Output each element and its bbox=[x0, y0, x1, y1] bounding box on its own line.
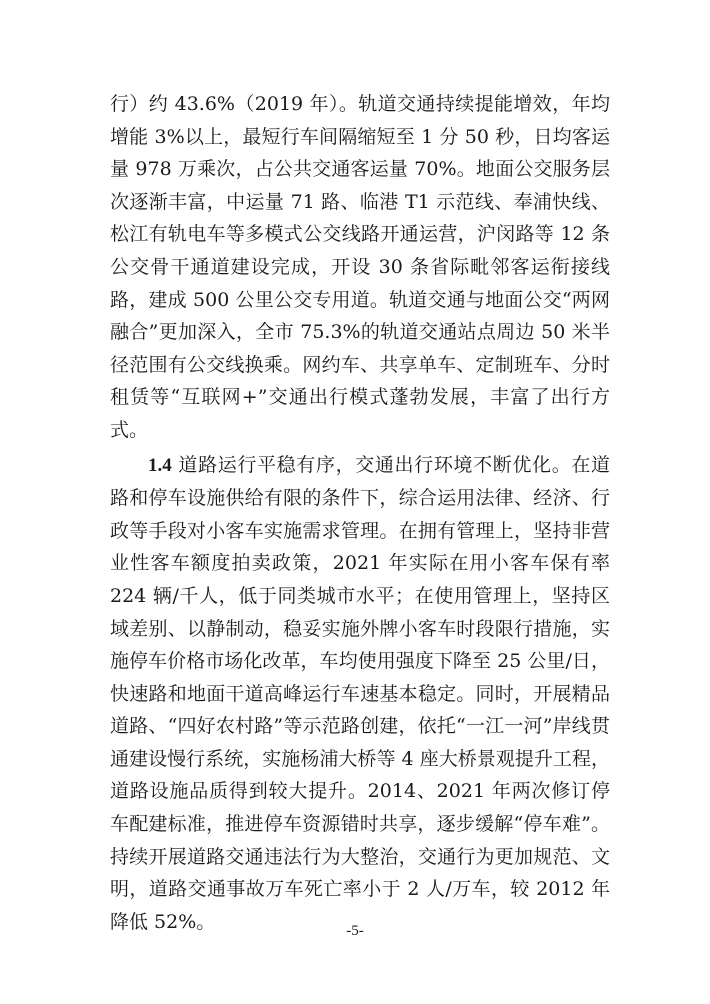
paragraph-road-operation bbox=[110, 449, 610, 939]
paragraph-road-operation-text: 道路运行平稳有序，交通出行环境不断优化。在道路和停车设施供给有限的条件下，综合运用法律、经济、行政等手段对小客车实施需求管理。在拥有管理上，坚持非营业性客车额度拍卖政策，2021 年实际在用小客车保有率 224 辆/千人，低于同类城市水平；在使用管理上，坚持区域差别、以静制动，稳妥实施外牌小客车时段限行措施，实施停车价格市场化改革，车均使用强度下降至 25 公里/日，快速路和地面干道高峰运行车速基本稳定。同时，开展精品道路、“四好农村路”等示范路创建，依托“一江一河”岸线贯通建设慢行系统，实施杨浦大桥等 4 座大桥景观提升工程，道路设施品质得到较大提升。2014、2021 年两次修订停车配建标准，推进停车资源错时共享，逐步缓解“停车难”。持续开展道路交通违法行为大整治，交通行为更加规范、文明，道路交通事故万车死亡率小于 2 人/万车，较 2012 年降低 52%。 bbox=[110, 453, 610, 933]
page-number: -5- bbox=[346, 923, 364, 939]
body-text bbox=[110, 88, 610, 938]
paragraph-transit-text: 行）约 43.6%（2019 年）。轨道交通持续提能增效，年均增能 3%以上，最短行车间隔缩短至 1 分 50 秒，日均客运量 978 万乘次，占公共交通客运量 70%。地面公交服务层次逐渐丰富，中运量 71 路、临港 T1 示范线、奉浦快线、松江有轨电车等多模式公交线路开通运营，沪闵路等 12 条公交骨干通道建设完成，开设 30 条省际毗邻客运衔接线路，建成 500 公里公交专用道。轨道交通与地面公交“两网融合”更加深入，全市 75.3%的轨道交通站点周边 50 米半径范围有公交线换乘。网约车、共享单车、定制班车、分时租赁等“互联网+”交通出行模式蓬勃发展，丰富了出行方式。 bbox=[110, 93, 610, 441]
paragraph-transit bbox=[110, 88, 610, 447]
section-number: 1.4 bbox=[148, 454, 172, 476]
